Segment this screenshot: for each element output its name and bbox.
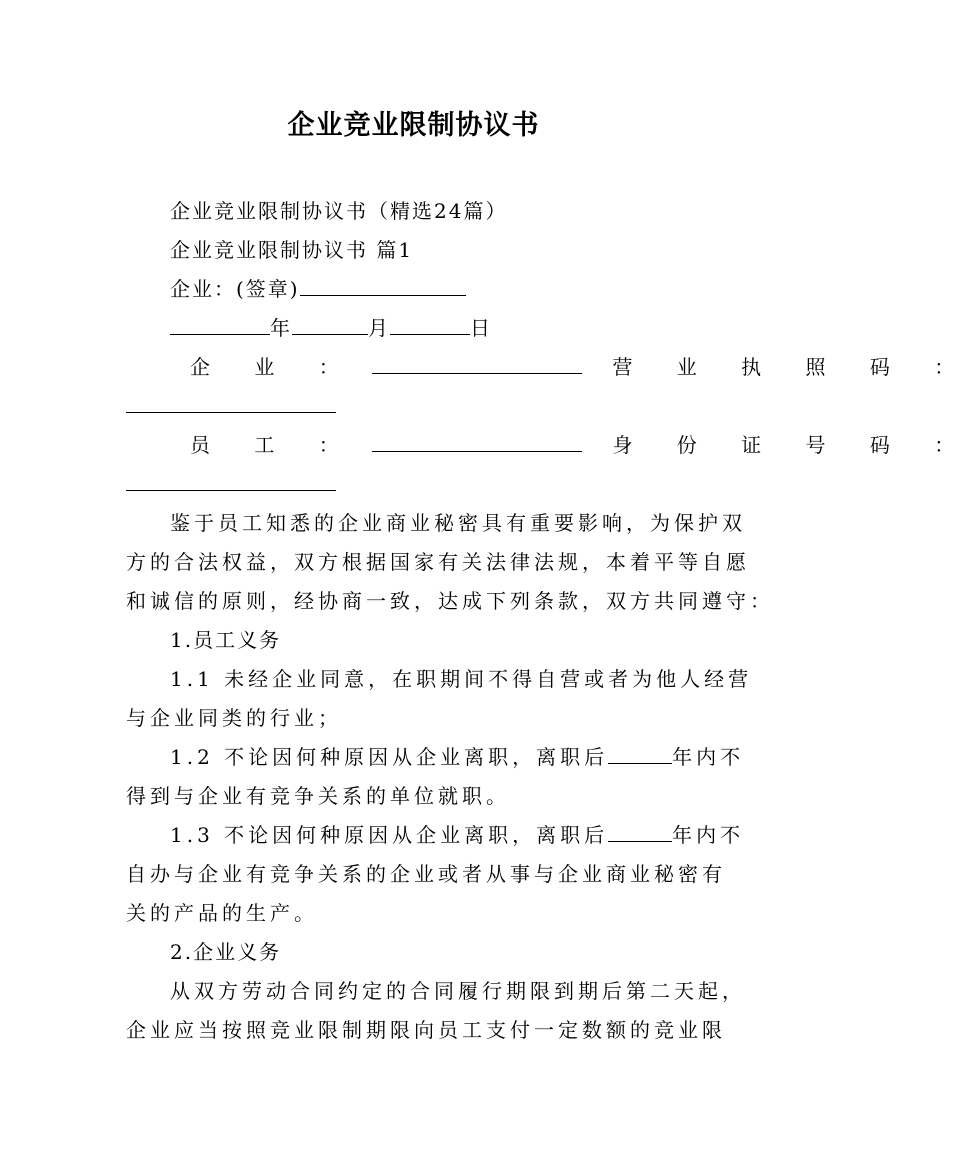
paragraph-line: 从双方劳动合同约定的合同履行期限到期后第二天起， [170, 979, 746, 1003]
license-blank-line [126, 392, 336, 420]
id-blank [126, 470, 336, 491]
year-blank [170, 314, 270, 335]
company-seal-label: 企业：(签章) [170, 277, 300, 301]
company-seal-blank [300, 275, 466, 296]
clause-1-3-text: 1.3 不论因何种原因从企业离职，离职后 [170, 823, 609, 847]
clause-1-3-blank [608, 821, 672, 842]
company-blank [372, 353, 582, 374]
employee-line [190, 431, 973, 459]
paragraph-line: 方的合法权益，双方根据国家有关法律法规，本着平等自愿 [126, 550, 750, 574]
paragraph-line: 关的产品的生产。 [126, 901, 318, 925]
id-blank-line [126, 470, 336, 498]
clause-heading-company: 2.企业义务 [170, 940, 282, 964]
paragraph-line: 自办与企业有竞争关系的企业或者从事与企业商业秘密有 [126, 862, 726, 886]
paragraph-line: 企业应当按照竞业限制期限向员工支付一定数额的竞业限 [126, 1018, 726, 1042]
employee-blank [372, 431, 582, 452]
paragraph-line: 1.1 未经企业同意，在职期间不得自营或者为他人经营 [170, 667, 753, 691]
company-line [190, 353, 973, 381]
clause-1-2-tail: 年内不 [672, 745, 745, 769]
id-label: 身 份 证 号 码 ： [612, 433, 973, 457]
clause-1-3-line [170, 821, 744, 849]
paragraph-line: 鉴于员工知悉的企业商业秘密具有重要影响，为保护双 [170, 511, 746, 535]
section-heading: 企业竞业限制协议书 篇1 [170, 238, 414, 262]
day-blank [390, 314, 470, 335]
paragraph-line: 得到与企业有竞争关系的单位就职。 [126, 784, 510, 808]
date-line [170, 314, 492, 342]
document-title: 企业竞业限制协议书 [287, 110, 540, 141]
month-blank [292, 314, 368, 335]
clause-heading-employee: 1.员工义务 [170, 628, 282, 652]
date-year: 年 [270, 316, 292, 340]
license-blank [126, 392, 336, 413]
employee-label: 员 工 ： [190, 433, 358, 457]
paragraph-line: 与企业同类的行业； [126, 706, 342, 730]
license-label: 营 业 执 照 码 ： [612, 355, 973, 379]
date-day: 日 [470, 316, 492, 340]
company-seal-line [170, 275, 466, 303]
company-label: 企 业 ： [190, 355, 358, 379]
paragraph-line: 和诚信的原则，经协商一致，达成下列条款，双方共同遵守： [126, 589, 774, 613]
clause-1-2-text: 1.2 不论因何种原因从企业离职，离职后 [170, 745, 609, 769]
clause-1-2-blank [608, 743, 672, 764]
clause-1-2-line [170, 743, 744, 771]
clause-1-3-tail: 年内不 [672, 823, 745, 847]
date-month: 月 [368, 316, 390, 340]
document-subtitle: 企业竞业限制协议书（精选24篇） [170, 199, 508, 223]
